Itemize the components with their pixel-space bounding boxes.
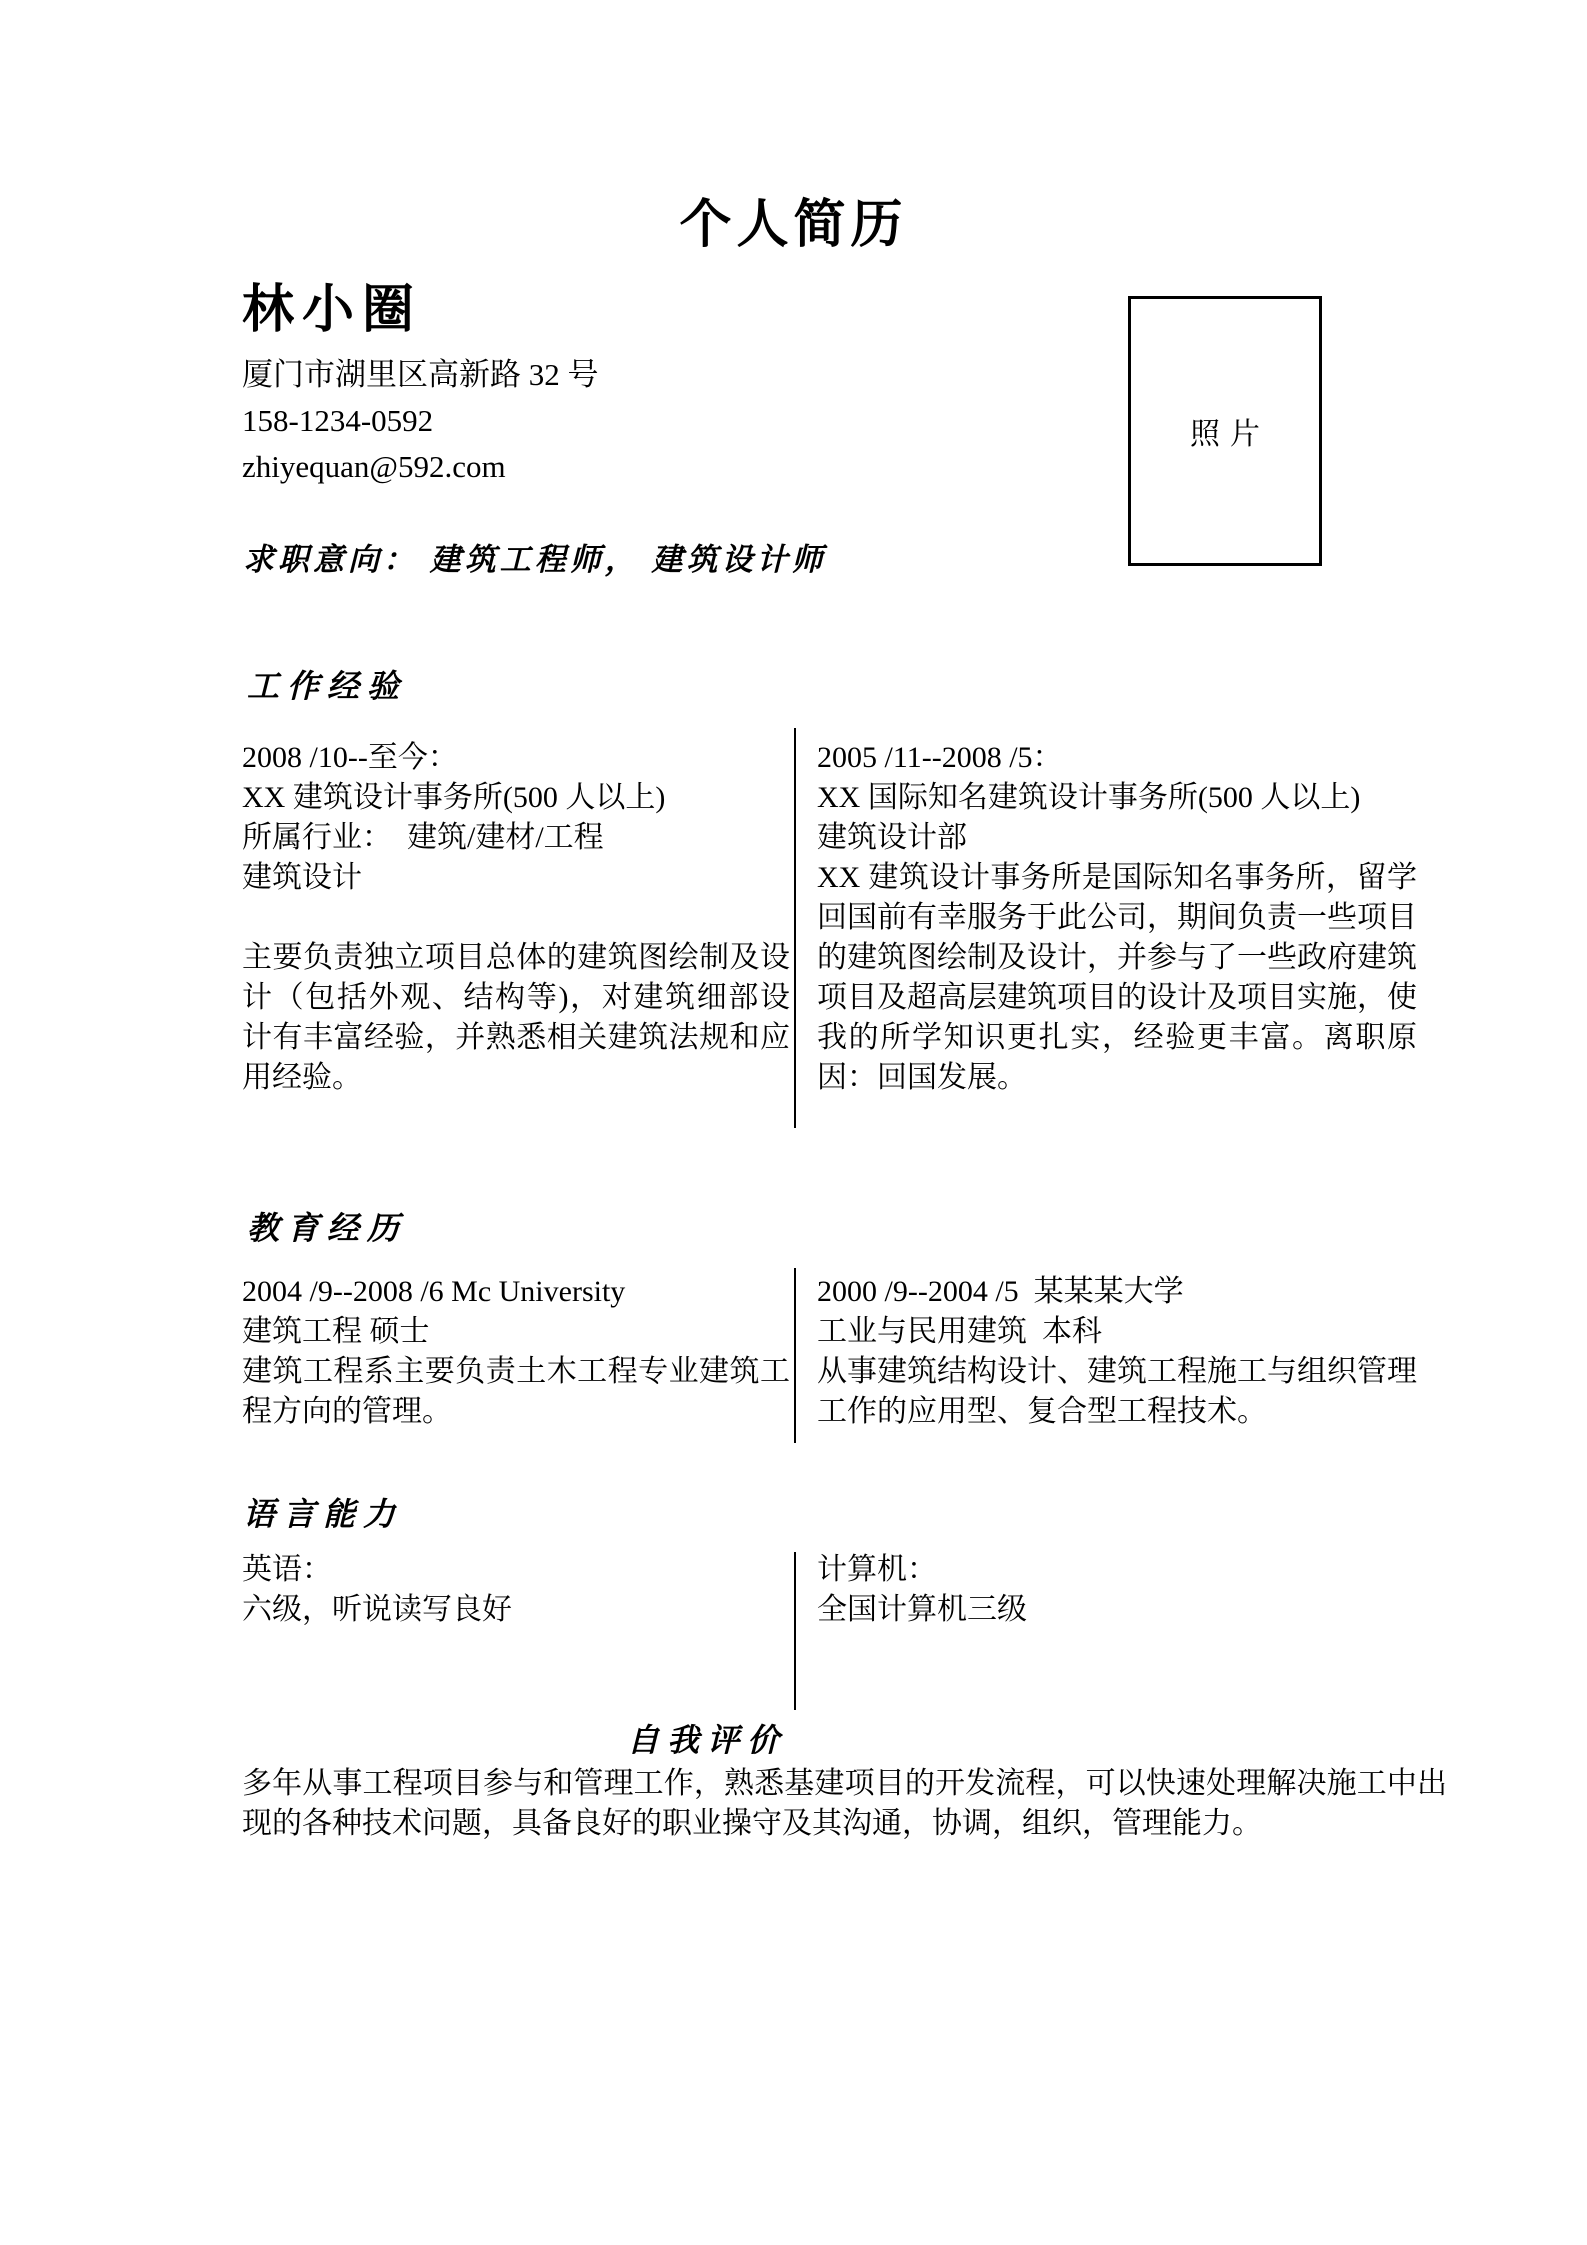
email-line: zhiyequan@592.com [242,449,506,484]
language-left-column [242,1550,790,1630]
self-evaluation-text: 多年从事工程项目参与和管理工作，熟悉基建项目的开发流程，可以快速处理解决施工中出现的各种技术问题，具备良好的职业操守及其沟通，协调，组织，管理能力。 [242,1767,1447,1840]
education-right-column [817,1272,1417,1432]
column-divider [794,728,796,1128]
work-company: XX 建筑设计事务所(500 人以上) [242,781,666,814]
education-left-column [242,1272,790,1432]
objective-line: 求职意向： 建筑工程师， 建筑设计师 [243,542,827,577]
section-heading-education: 教育经历 [247,1210,408,1246]
candidate-name: 林小圈 [242,282,423,339]
work-department: 建筑设计部 [817,821,967,854]
education-period-school: 2000 /9--2004 /5 某某某大学 [817,1275,1184,1308]
work-right-column [817,738,1417,1098]
column-divider [794,1268,796,1443]
spacer [242,898,790,938]
work-description: XX 建筑设计事务所是国际知名事务所，留学回国前有幸服务于此公司，期间负责一些项目的建筑图绘制及设计，并参与了一些政府建筑项目及超高层建筑项目的设计及项目实施，使我的所学知识更扎实，经验更丰富。离职原因：回国发展。 [817,861,1417,1094]
work-role: 建筑设计 [242,861,362,894]
language-value: 六级，听说读写良好 [242,1593,512,1626]
photo-placeholder-box [1128,296,1322,566]
education-description: 从事建筑结构设计、建筑工程施工与组织管理工作的应用型、复合型工程技术。 [817,1355,1417,1428]
education-description: 建筑工程系主要负责土木工程专业建筑工程方向的管理。 [242,1355,790,1428]
work-industry: 所属行业： 建筑/建材/工程 [242,821,604,854]
section-heading-self-evaluation: 自我评价 [626,1722,787,1758]
work-left-column [242,738,790,1098]
column-divider [794,1552,796,1710]
computer-right-column [817,1550,1417,1630]
computer-label: 计算机： [817,1553,937,1586]
language-label: 英语： [242,1553,332,1586]
section-heading-work: 工作经验 [247,668,408,704]
education-major-degree: 工业与民用建筑 本科 [817,1315,1102,1348]
education-major-degree: 建筑工程 硕士 [242,1315,430,1348]
work-period: 2005 /11--2008 /5： [817,741,1063,774]
address-line: 厦门市湖里区高新路 32 号 [242,357,599,392]
computer-value: 全国计算机三级 [817,1593,1027,1626]
section-heading-language: 语言能力 [243,1496,404,1532]
work-period: 2008 /10--至今： [242,741,458,774]
work-description: 主要负责独立项目总体的建筑图绘制及设计（包括外观、结构等)，对建筑细部设计有丰富经验，并熟悉相关建筑法规和应用经验。 [242,941,790,1094]
page-title: 个人简历 [679,197,908,254]
education-period-school: 2004 /9--2008 /6 Mc University [242,1275,626,1308]
phone-line: 158-1234-0592 [242,403,434,438]
contact-block [242,352,599,490]
photo-placeholder-label: 照片 [1190,418,1270,451]
work-company: XX 国际知名建筑设计事务所(500 人以上) [817,781,1361,814]
